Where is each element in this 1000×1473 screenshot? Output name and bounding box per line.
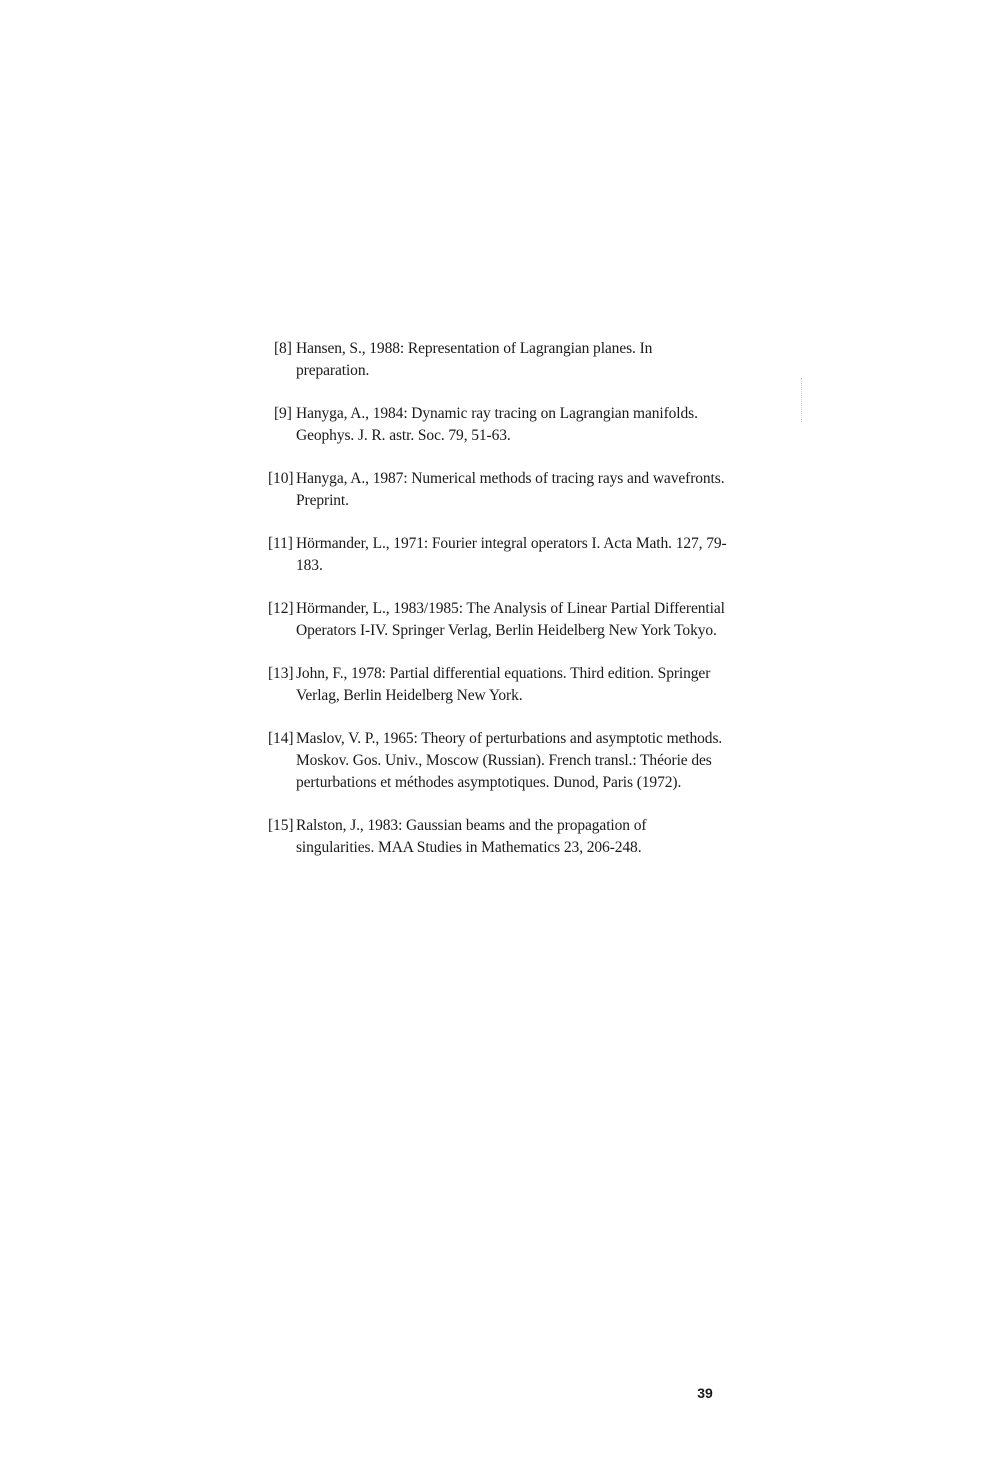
reference-text: Hanyga, A., 1987: Numerical methods of tracing rays and wavefronts. Preprint.	[296, 470, 725, 509]
reference-number: [12]	[268, 600, 294, 617]
reference-item	[268, 338, 728, 382]
reference-item	[268, 403, 728, 447]
reference-number: [14]	[268, 730, 294, 747]
reference-number: [8]	[274, 340, 292, 357]
reference-text: Hörmander, L., 1971: Fourier integral operators I. Acta Math. 127, 79-183.	[296, 535, 727, 574]
reference-item	[268, 598, 728, 642]
reference-item	[268, 533, 728, 577]
reference-number: [11]	[268, 535, 293, 552]
reference-number: [15]	[268, 817, 294, 834]
reference-item	[268, 663, 728, 707]
reference-number: [13]	[268, 665, 294, 682]
reference-text: Hanyga, A., 1984: Dynamic ray tracing on Lagrangian manifolds. Geophys. J. R. astr. Soc. 79, 51-63.	[296, 405, 698, 444]
reference-number: [10]	[268, 470, 294, 487]
reference-list	[268, 338, 728, 880]
reference-text: Maslov, V. P., 1965: Theory of perturbations and asymptotic methods. Moskov. Gos. Univ., Moscow (Russian). French transl.: Théorie des perturbations et méthodes asymptotiques. Dunod, Paris (1972).	[296, 730, 723, 791]
reference-text: John, F., 1978: Partial differential equations. Third edition. Springer Verlag, Berlin Heidelberg New York.	[296, 665, 711, 704]
reference-text: Ralston, J., 1983: Gaussian beams and the propagation of singularities. MAA Studies in Mathematics 23, 206-248.	[296, 817, 647, 856]
page-number: 39	[697, 1385, 713, 1401]
scan-artifact	[801, 378, 806, 422]
reference-text: Hörmander, L., 1983/1985: The Analysis of Linear Partial Differential Operators I-IV. Springer Verlag, Berlin Heidelberg New York Tokyo.	[296, 600, 725, 639]
reference-number: [9]	[274, 405, 292, 422]
reference-item	[268, 728, 728, 794]
reference-text: Hansen, S., 1988: Representation of Lagrangian planes. In preparation.	[296, 340, 653, 379]
reference-item	[268, 815, 728, 859]
reference-item	[268, 468, 728, 512]
